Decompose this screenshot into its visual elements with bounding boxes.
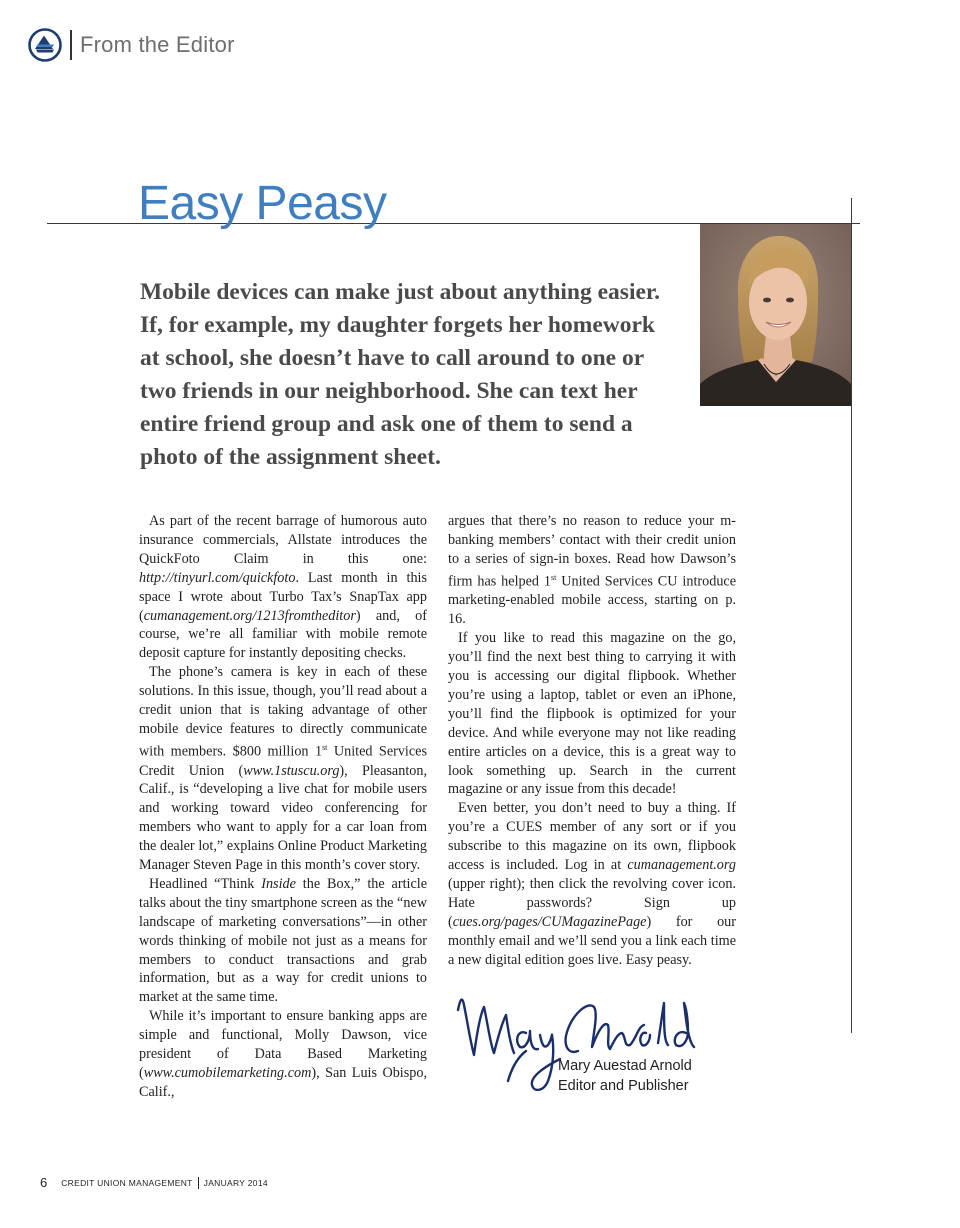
editor-portrait-photo — [700, 224, 851, 406]
superscript-text: st — [551, 572, 557, 582]
section-label: From the Editor — [80, 32, 235, 57]
publication-name: CREDIT UNION MANAGEMENT — [61, 1177, 193, 1188]
body-paragraph — [139, 512, 427, 663]
page-footer — [40, 1175, 268, 1190]
footer-divider — [198, 1177, 199, 1189]
italic-text: www.cumobilemarketing.com — [143, 1065, 312, 1082]
body-paragraph — [139, 663, 427, 875]
body-column-right — [448, 512, 736, 969]
italic-text: cumanagement.org — [627, 857, 736, 874]
text-run: As part of the recent barrage of humorous auto insurance commercials, Allstate introduces the QuickFoto Claim in this one: — [139, 513, 427, 567]
cues-logo-icon — [28, 28, 62, 62]
italic-text: Inside — [261, 875, 296, 892]
superscript-text: st — [322, 742, 328, 752]
text-run: ), Pleasanton, Calif., is “developing a live chat for mobile users and working toward video conferencing for members who want to apply for a car loan from the dealer lot,” explains Online Product Marketing Manager Steven Page in this month’s cover story. — [139, 762, 427, 874]
text-run: Even better, you don’t need to buy a thing. If you’re a CUES member of any sort or if you subscribe to this magazine on its own, flipbook access is included. Log in at — [448, 800, 736, 874]
header-divider — [70, 30, 72, 60]
text-run: . Last month in this space I wrote about Turbo Tax’s SnapTax app ( — [139, 569, 427, 624]
text-run: ), San Luis Obispo, Calif., — [139, 1065, 427, 1100]
article-deck: Mobile devices can make just about anything easier. If, for example, my daughter forgets her homework at school, she doesn’t have to call around to one or two friends in our neighborhood. She can text her entire friend group and ask one of them to send a photo of the assignment sheet. — [140, 279, 661, 470]
body-paragraph — [448, 799, 736, 969]
text-run: United Services Credit Union ( — [139, 743, 427, 779]
signature-name: Mary Auestad Arnold — [558, 1058, 692, 1074]
body-column-left — [139, 512, 427, 1102]
body-paragraph — [139, 1007, 427, 1102]
body-paragraph — [448, 512, 736, 629]
vertical-rule — [851, 198, 852, 1033]
text-run: ) and, of course, we’re all familiar with mobile remote deposit capture for instantly depositing checks. — [139, 607, 427, 662]
issue-date: JANUARY 2014 — [203, 1177, 268, 1188]
text-run: If you like to read this magazine on the go, you’ll find the next best thing to carrying it with you is accessing our digital flipbook. Whether you’re using a laptop, tablet or even an iPhone, you’ll find the flipbook is optimized for your device. And while everyone may not like reading entire articles on a device, this is a great way to look something up. Search in the current magazine or any issue from this decade! — [448, 630, 736, 798]
text-run: ) for our monthly email and we’ll send you a link each time a new digital edition goes live. Easy peasy. — [448, 913, 736, 968]
text-run: argues that there’s no reason to reduce your m-banking members’ contact with their credit union to a series of sign-in boxes. Read how Dawson’s firm has helped 1 — [448, 513, 736, 590]
page-header — [28, 27, 235, 63]
text-run: the Box,” the article talks about the tiny smartphone screen as the “new landscape of marketing conversations”—in other words thinking of mobile not just as a means for members to conduct transactions and grab information, but as a way for credit unions to market at the same time. — [139, 875, 427, 1006]
italic-text: cumanagement.org/1213fromtheditor — [143, 607, 356, 624]
body-paragraph — [139, 875, 427, 1007]
text-run: Headlined “Think — [149, 875, 262, 892]
text-run: The phone’s camera is key in each of these solutions. In this issue, though, you’ll read about a credit union that is taking advantage of other mobile device features to directly communicate with members. $800 million 1 — [139, 664, 427, 760]
article-title: Easy Peasy — [138, 177, 387, 230]
signature-role: Editor and Publisher — [558, 1078, 689, 1094]
page-number: 6 — [40, 1175, 48, 1190]
italic-text: www.1stuscu.org — [243, 762, 340, 779]
italic-text: http://tinyurl.com/quickfoto — [139, 569, 296, 586]
italic-text: cues.org/pages/CUMagazinePage — [452, 913, 647, 930]
text-run: United Services CU introduce marketing-enabled mobile access, starting on p. 16. — [448, 573, 737, 628]
text-run: While it’s important to ensure banking apps are simple and functional, Molly Dawson, vice president of Data Based Marketing ( — [139, 1008, 427, 1082]
text-run: (upper right); then click the revolving cover icon. Hate passwords? Sign up ( — [448, 875, 736, 930]
body-paragraph — [448, 629, 736, 799]
